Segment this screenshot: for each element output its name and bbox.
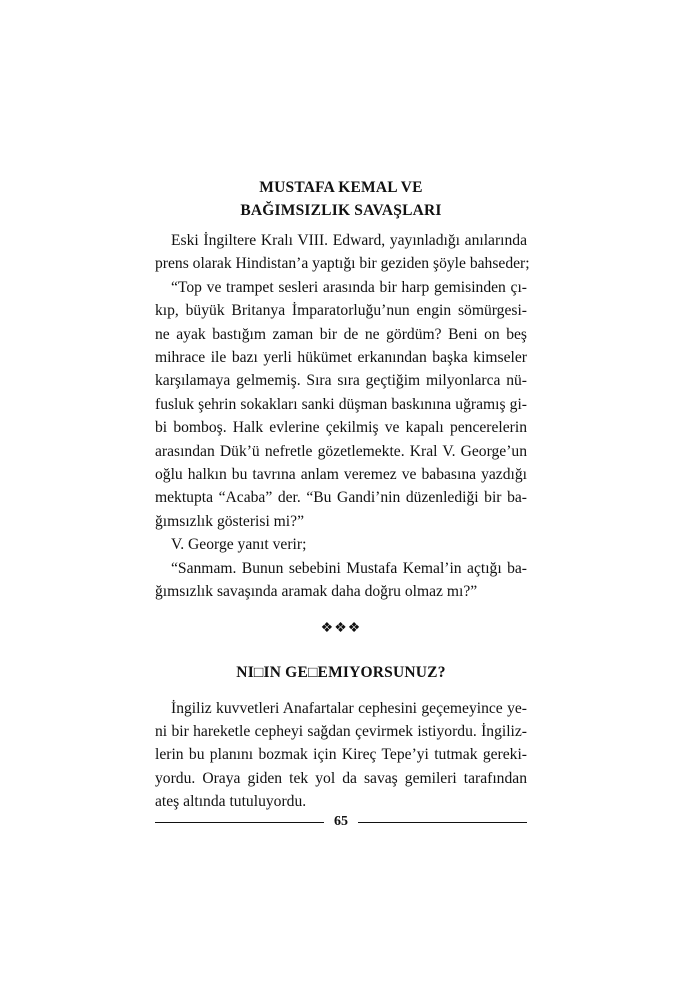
section-1-paragraph-1 xyxy=(155,229,530,276)
section-1-title-line: MUSTAFA KEMAL VE xyxy=(259,179,423,196)
text-line: mektupta “Acaba” der. “Bu Gandi’nin düzenlediği bir ba- xyxy=(155,489,527,507)
ornament-divider: ❖❖❖ xyxy=(320,620,362,636)
text-line: arasından Dük’ü nefretle gözetlemekte. Kral V. George’un xyxy=(155,442,527,460)
section-1-paragraph-4 xyxy=(155,557,527,604)
text-line: ni bir hareketle cepheyi sağdan çevirmek istiyordu. İngiliz- xyxy=(155,722,527,740)
text-line: yordu. Oraya giden tek yol da savaş gemileri tarafından xyxy=(155,769,527,787)
footer-rule-right xyxy=(358,822,527,823)
text-line: ğımsızlık gösterisi mi?” xyxy=(155,512,304,530)
text-line: lerin bu planını bozmak için Kireç Tepe’yi tutmak gereki- xyxy=(155,746,527,764)
section-2-paragraph-1 xyxy=(155,697,527,814)
text-line: mihrace ile bazı yerli hükümet erkanından başka kimseler xyxy=(155,349,527,367)
page-number: 65 xyxy=(334,814,348,829)
section-1-paragraph-2 xyxy=(155,276,527,533)
page-footer xyxy=(155,810,527,834)
footer-rule-left xyxy=(155,822,324,823)
text-line: İngiliz kuvvetleri Anafartalar cephesini geçemeyince ye- xyxy=(171,699,527,717)
text-line: V. George yanıt verir; xyxy=(171,536,307,554)
text-line: bi bomboş. Halk evlerine çekilmiş ve kapalı pencerelerin xyxy=(155,419,527,437)
text-line: ne ayak bastığım zaman bir de ne gördüm? Beni on beş xyxy=(155,325,527,343)
section-1-title xyxy=(155,176,527,222)
text-line: ğımsızlık savaşında aramak daha doğru olmaz mı?” xyxy=(155,583,478,601)
section-2-title: NI□IN GE□EMIYORSUNUZ? xyxy=(236,663,446,681)
book-page xyxy=(155,176,530,814)
text-line: “Top ve trampet sesleri arasında bir harp gemisinden çı- xyxy=(171,278,527,296)
text-line: ateş altında tutuluyordu. xyxy=(155,793,307,811)
text-line: “Sanmam. Bunun sebebini Mustafa Kemal’in açtığı ba- xyxy=(171,559,527,577)
section-1-paragraph-3 xyxy=(155,533,527,556)
text-line: fusluk şehrin sokakları sanki düşman baskınına uğramış gi- xyxy=(155,395,527,413)
text-line: prens olarak Hindistan’a yaptığı bir geziden şöyle bahseder; xyxy=(155,255,530,273)
text-line: oğlu halkın bu tavrına anlam veremez ve babasına yazdığı xyxy=(155,466,527,484)
text-line: kıp, büyük Britanya İmparatorluğu’nun engin sömürgesi- xyxy=(155,302,527,320)
section-1-title-line: BAĞIMSIZLIK SAVAŞLARI xyxy=(240,202,442,219)
text-line: karşılamaya gelmemiş. Sıra sıra geçtiğim milyonlarca nü- xyxy=(155,372,527,390)
text-line: Eski İngiltere Kralı VIII. Edward, yayınladığı anılarında xyxy=(171,232,527,249)
